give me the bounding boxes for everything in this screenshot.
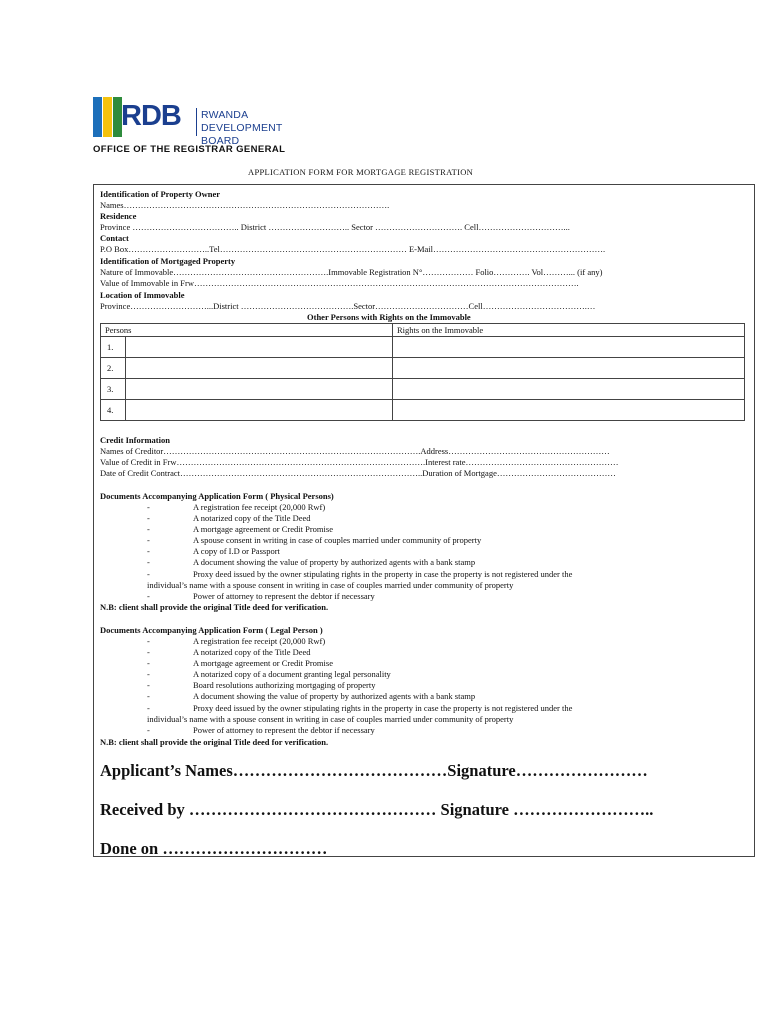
list-item: A registration fee receipt (20,000 Rwf) xyxy=(193,636,326,646)
form-title: APPLICATION FORM FOR MORTGAGE REGISTRATION xyxy=(248,167,474,177)
logo-bar-blue xyxy=(93,97,102,137)
person-cell[interactable] xyxy=(126,379,392,399)
table-row xyxy=(101,358,745,379)
mortgaged-heading: Identification of Mortgaged Property xyxy=(100,256,236,266)
logo-bar-yellow xyxy=(103,97,112,137)
rdb-logo xyxy=(93,97,303,147)
legal-note: N.B: client shall provide the original Title deed for verification. xyxy=(100,737,329,747)
location-field[interactable]: Province………………………...District ………………………………….Sector……………………………Cell……………………………….… xyxy=(100,301,596,311)
person-cell[interactable] xyxy=(126,400,392,420)
list-item: A notarized copy of the Title Deed xyxy=(193,647,311,657)
received-by-line[interactable]: Received by ……………………………………… Signature …………………….. xyxy=(100,800,654,819)
list-item: A notarized copy of a document granting legal personality xyxy=(193,669,391,679)
logo-name-line2: DEVELOPMENT BOARD xyxy=(201,122,283,147)
persons-table xyxy=(100,323,745,421)
done-on-line[interactable]: Done on ………………………… xyxy=(100,839,328,858)
list-item: A registration fee receipt (20,000 Rwf) xyxy=(193,502,326,512)
list-item-continuation: individual’s name with a spouse consent in writing in case of couples married under community of property xyxy=(147,714,514,724)
value-field[interactable]: Value of Immovable in Frw………………………………………………………………………………………………………………………. xyxy=(100,278,579,288)
list-bullet: - xyxy=(147,524,150,534)
list-item: A mortgage agreement or Credit Promise xyxy=(193,524,333,534)
table-row xyxy=(101,379,745,400)
logo-divider xyxy=(196,108,197,136)
table-row xyxy=(101,337,745,358)
contact-heading: Contact xyxy=(100,233,129,243)
list-item: Board resolutions authorizing mortgaging of property xyxy=(193,680,376,690)
credit-heading: Credit Information xyxy=(100,435,170,445)
list-bullet: - xyxy=(147,591,150,601)
list-bullet: - xyxy=(147,647,150,657)
logo-color-bars xyxy=(93,97,122,137)
office-title: OFFICE OF THE REGISTRAR GENERAL xyxy=(93,144,286,155)
list-item: A document showing the value of property by authorized agents with a bank stamp xyxy=(193,691,476,701)
nature-field[interactable]: Nature of Immovable……………………………………………….Immovable Registration N°……………… Folio…………. Vol………... (if any) xyxy=(100,267,603,277)
list-item: Proxy deed issued by the owner stipulating rights in the property in case the property is not registered under the xyxy=(193,703,573,713)
owner-names-field[interactable]: Names…………………………………………………………………………………. xyxy=(100,200,390,210)
person-cell[interactable] xyxy=(126,358,392,378)
list-bullet: - xyxy=(147,691,150,701)
list-bullet: - xyxy=(147,725,150,735)
list-bullet: - xyxy=(147,703,150,713)
rights-col-header: Rights on the Immovable xyxy=(393,324,745,337)
list-item: A notarized copy of the Title Deed xyxy=(193,513,311,523)
list-bullet: - xyxy=(147,569,150,579)
table-row xyxy=(101,400,745,421)
list-bullet: - xyxy=(147,535,150,545)
credit-value-field[interactable]: Value of Credit in Frw…………………………………………………………………………….Interest rate……………………………………………… xyxy=(100,457,619,467)
credit-date-field[interactable]: Date of Credit Contract…………………………………………………………………………..Duration of Mortgage…………………………………… xyxy=(100,468,616,478)
physical-note: N.B: client shall provide the original Title deed for verification. xyxy=(100,602,329,612)
person-cell[interactable] xyxy=(126,337,392,357)
docs-physical-heading: Documents Accompanying Application Form ( Physical Persons) xyxy=(100,491,334,501)
residence-field[interactable]: Province ……………………………….. District ……………………….. Sector …………………………. Cell…………………………... xyxy=(100,222,570,232)
list-item: Power of attorney to represent the debtor if necessary xyxy=(193,591,375,601)
location-heading: Location of Immovable xyxy=(100,290,185,300)
list-bullet: - xyxy=(147,502,150,512)
list-bullet: - xyxy=(147,680,150,690)
list-bullet: - xyxy=(147,557,150,567)
logo-name-line1: RWANDA xyxy=(201,109,249,121)
list-bullet: - xyxy=(147,546,150,556)
row-number: 3. xyxy=(101,379,126,399)
list-bullet: - xyxy=(147,636,150,646)
list-item: A spouse consent in writing in case of couples married under community of property xyxy=(193,535,482,545)
creditor-field[interactable]: Names of Creditor……………………………………………………………………………….Address………………………………………………… xyxy=(100,446,610,456)
contact-field[interactable]: P.O Box………………………..Tel………………………………………………………… E-Mail……………………………………………………. xyxy=(100,244,606,254)
list-bullet: - xyxy=(147,669,150,679)
residence-heading: Residence xyxy=(100,211,137,221)
row-number: 2. xyxy=(101,358,126,378)
list-item: A document showing the value of property by authorized agents with a bank stamp xyxy=(193,557,476,567)
list-item: Power of attorney to represent the debtor if necessary xyxy=(193,725,375,735)
docs-legal-heading: Documents Accompanying Application Form ( Legal Person ) xyxy=(100,625,323,635)
rights-cell[interactable] xyxy=(393,400,745,421)
list-bullet: - xyxy=(147,513,150,523)
rights-cell[interactable] xyxy=(393,358,745,379)
list-item-continuation: individual’s name with a spouse consent in writing in case of couples married under community of property xyxy=(147,580,514,590)
applicant-signature-line[interactable]: Applicant’s Names…………………………………Signature…………………… xyxy=(100,761,648,780)
persons-col-header: Persons xyxy=(101,324,393,337)
persons-table-header xyxy=(101,324,745,337)
row-number: 1. xyxy=(101,337,126,357)
logo-acronym: RDB xyxy=(121,100,181,132)
rights-cell[interactable] xyxy=(393,379,745,400)
owner-heading: Identification of Property Owner xyxy=(100,189,221,199)
logo-full-name xyxy=(201,109,303,148)
row-number: 4. xyxy=(101,400,126,420)
list-item: Proxy deed issued by the owner stipulating rights in the property in case the property is not registered under the xyxy=(193,569,573,579)
list-item: A mortgage agreement or Credit Promise xyxy=(193,658,333,668)
list-item: A copy of I.D or Passport xyxy=(193,546,280,556)
rights-cell[interactable] xyxy=(393,337,745,358)
list-bullet: - xyxy=(147,658,150,668)
persons-table-title: Other Persons with Rights on the Immovable xyxy=(307,312,471,322)
